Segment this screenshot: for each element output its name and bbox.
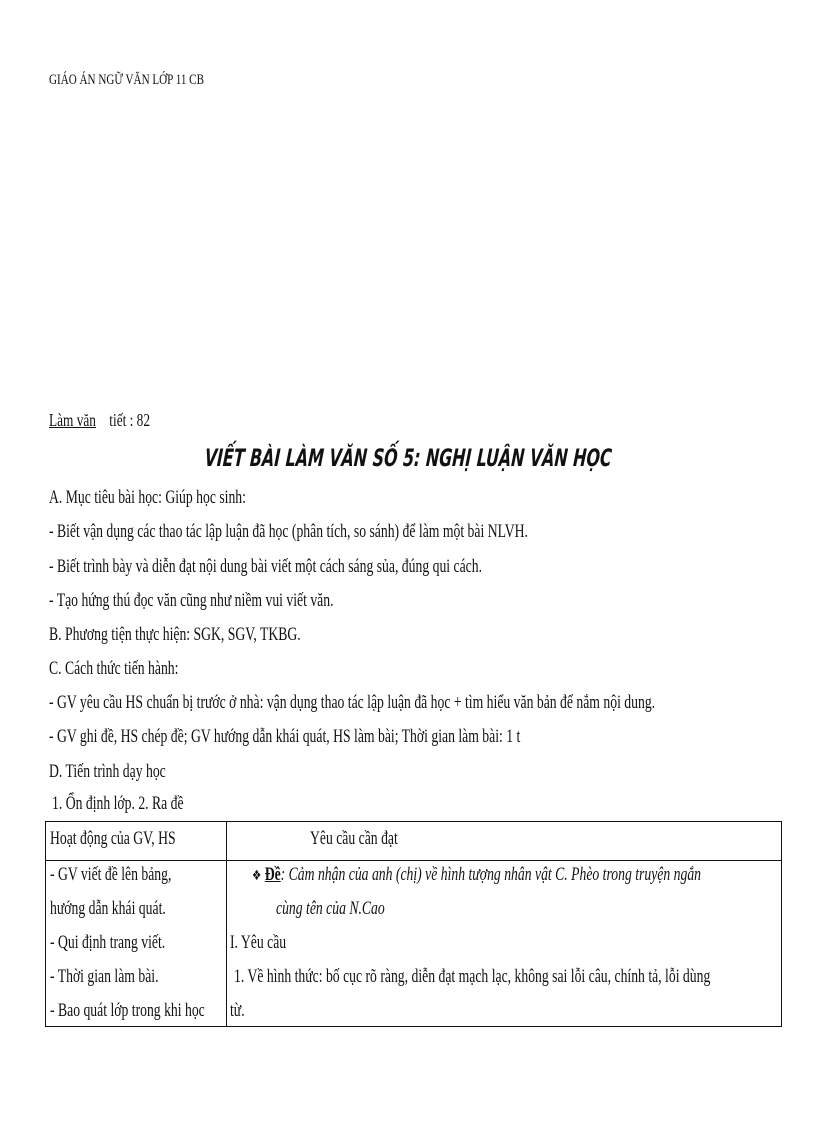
section-d-item: 1. Ổn định lớp. 2. Ra đề — [52, 794, 184, 814]
section-a-item: - Tạo hứng thú đọc văn cũng như niềm vui viết văn. — [49, 591, 334, 611]
left-cell-line: - GV viết đề lên bảng, — [50, 865, 172, 885]
section-d-heading: D. Tiến trình dạy học — [49, 762, 166, 782]
de-line — [252, 865, 816, 886]
lesson-period: tiết : 82 — [109, 410, 150, 430]
requirements-heading: I. Yêu cầu — [230, 933, 287, 953]
column-divider — [226, 822, 227, 1026]
section-b-heading: B. Phương tiện thực hiện: SGK, SGV, TKBG. — [49, 625, 301, 645]
left-cell-line: hướng dẫn khái quát. — [50, 899, 166, 919]
document-header — [49, 72, 258, 89]
diamond-bullet-icon: ❖ — [252, 868, 262, 884]
left-cell-line: - Thời gian làm bài. — [50, 967, 159, 987]
de-text-continued: cùng tên của N.Cao — [276, 899, 385, 919]
header-text: GIÁO ÁN NGỮ VĂN LỚP 11 CB — [49, 72, 204, 88]
section-a-item: - Biết vận dụng các thao tác lập luận đã học (phân tích, so sánh) để làm một bài NLVH. — [49, 522, 528, 542]
left-cell-line: - Qui định trang viết. — [50, 933, 166, 953]
section-a-item: - Biết trình bày và diễn đạt nội dung bài viết một cách sáng sủa, đúng qui cách. — [49, 557, 483, 577]
section-c-item: - GV yêu cầu HS chuẩn bị trước ở nhà: vận dụng thao tác lập luận đã học + tìm hiểu văn bản để nắm nội dung. — [49, 693, 656, 713]
de-label: Đề — [264, 865, 281, 885]
requirement-item-continued: từ. — [230, 1001, 245, 1021]
lesson-subject: Làm văn — [49, 410, 96, 430]
table-header-right: Yêu cầu cần đạt — [310, 829, 398, 849]
de-text: : Cảm nhận của anh (chị) về hình tượng nhân vật C. Phèo trong truyện ngắn — [280, 865, 702, 885]
section-a-heading: A. Mục tiêu bài học: Giúp học sinh: — [49, 488, 246, 508]
requirement-item: 1. Về hình thức: bố cục rõ ràng, diễn đạt mạch lạc, không sai lỗi câu, chính tả, lỗi dùng — [234, 967, 711, 987]
table-header-left: Hoạt động của GV, HS — [50, 829, 176, 849]
page-title: VIẾT BÀI LÀM VĂN SỐ 5: NGHỊ LUẬN VĂN HỌC — [203, 444, 613, 472]
left-cell-line: - Bao quát lớp trong khi học — [50, 1001, 205, 1021]
section-c-item: - GV ghi đề, HS chép đề; GV hướng dẫn khái quát, HS làm bài; Thời gian làm bài: 1 t — [49, 727, 521, 747]
lesson-table — [45, 821, 782, 1027]
section-c-heading: C. Cách thức tiến hành: — [49, 659, 179, 679]
lesson-line — [49, 410, 185, 431]
row-divider — [46, 860, 781, 861]
